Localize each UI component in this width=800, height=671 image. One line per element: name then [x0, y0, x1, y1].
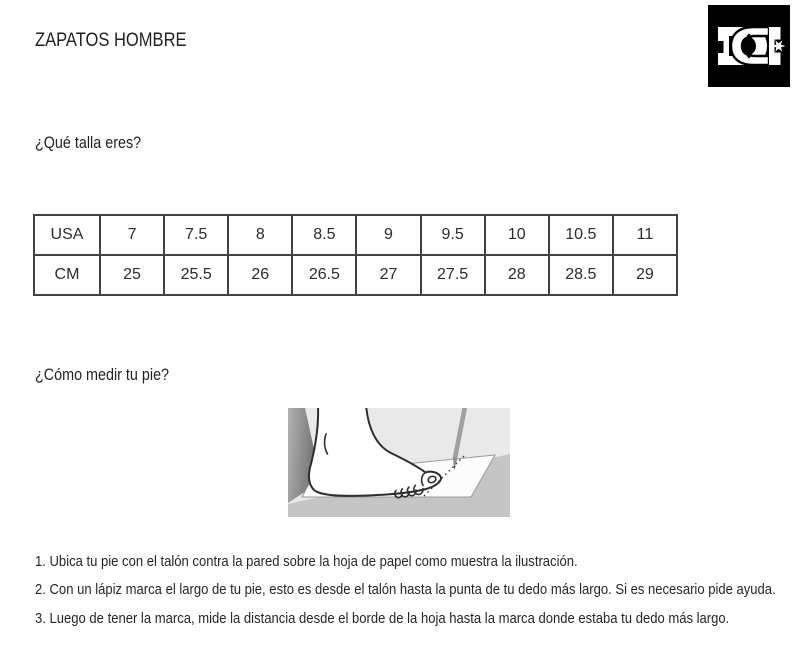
row-label: CM [34, 255, 100, 295]
table-cell: 27 [356, 255, 420, 295]
table-cell: 29 [613, 255, 677, 295]
table-cell: 8.5 [292, 215, 356, 255]
foot-measurement-illustration [288, 408, 510, 517]
table-cell: 7 [100, 215, 164, 255]
table-cell: 10.5 [549, 215, 613, 255]
table-cell: 28.5 [549, 255, 613, 295]
dc-logo-icon [708, 5, 790, 87]
size-question: ¿Qué talla eres? [35, 134, 142, 152]
table-cell: 28 [485, 255, 549, 295]
size-table [33, 214, 678, 296]
table-cell: 10 [485, 215, 549, 255]
instruction-step: 2. Con un lápiz marca el largo de tu pie, esto es desde el talón hasta la punta de tu dedo más largo. Si es necesario pide ayuda. [35, 581, 776, 598]
table-cell: 9 [356, 215, 420, 255]
row-label: USA [34, 215, 100, 255]
dc-logo [708, 5, 790, 87]
table-row-cm [34, 255, 677, 295]
table-cell: 11 [613, 215, 677, 255]
table-cell: 26 [228, 255, 292, 295]
table-cell: 25 [100, 255, 164, 295]
table-row-usa [34, 215, 677, 255]
instruction-step: 1. Ubica tu pie con el talón contra la pared sobre la hoja de papel como muestra la ilustración. [35, 553, 578, 570]
table-cell: 26.5 [292, 255, 356, 295]
table-cell: 25.5 [164, 255, 228, 295]
table-cell: 9.5 [421, 215, 485, 255]
page-title [35, 30, 209, 52]
foot-measurement-icon [288, 408, 510, 517]
table-cell: 8 [228, 215, 292, 255]
table-cell: 27.5 [421, 255, 485, 295]
instruction-step: 3. Luego de tener la marca, mide la distancia desde el borde de la hoja hasta la marca donde estaba tu dedo más largo. [35, 610, 730, 627]
page-title-text: ZAPATOS HOMBRE [35, 30, 187, 51]
table-cell: 7.5 [164, 215, 228, 255]
measure-question: ¿Cómo medir tu pie? [35, 366, 170, 384]
